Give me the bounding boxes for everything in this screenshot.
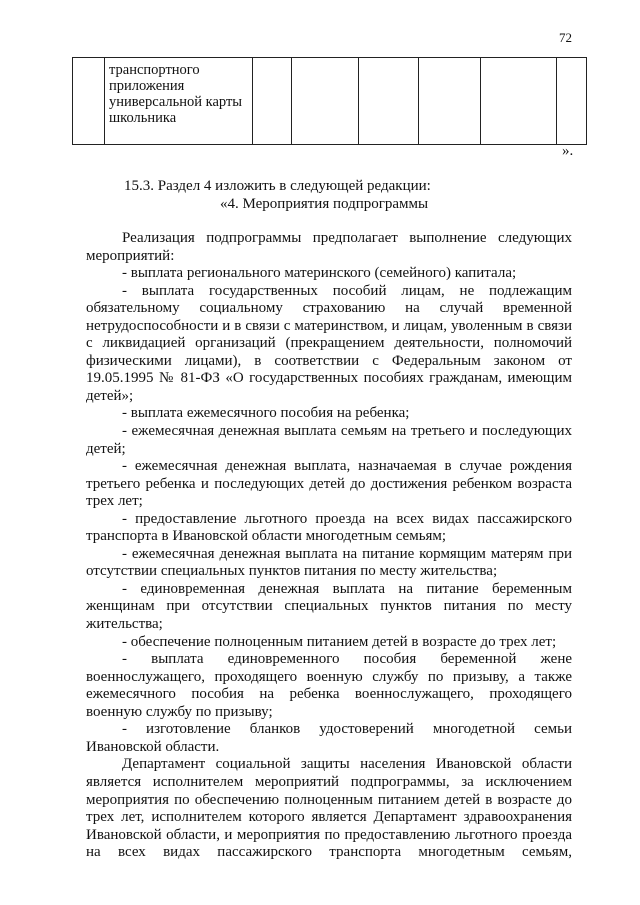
closing-quote: ». xyxy=(562,143,574,159)
list-item: - ежемесячная денежная выплата, назначаемая в случае рождения третьего ребенка и последующих детей до достижения ребенком возраста трех лет; xyxy=(86,458,572,510)
table-cell xyxy=(359,58,419,145)
list-item: - ежемесячная денежная выплата на питание кормящим матерям при отсутствии специальных пунктов питания по месту жительства; xyxy=(86,545,572,580)
section-intro: 15.3. Раздел 4 изложить в следующей редакции: xyxy=(124,178,431,194)
cell-line: универсальной карты xyxy=(109,94,243,110)
cell-line: приложения xyxy=(109,78,185,94)
cell-line: транспортного xyxy=(109,62,200,78)
table-cell xyxy=(481,58,557,145)
table-cell xyxy=(292,58,359,145)
list-item: - выплата регионального материнского (семейного) капитала; xyxy=(122,265,517,282)
continuation-table xyxy=(72,57,587,145)
list-item: - предоставление льготного проезда на всех видах пассажирского транспорта в Ивановской области многодетным семьям; xyxy=(86,510,572,545)
paragraph: Департамент социальной защиты населения Ивановской области является исполнителем мероприятий подпрограммы, за исключением мероприятия по обеспечению полноценным питанием детей в возрасте до трех лет, исполнителем которого является Департамент здравоохранения Ивановской области, и мероприятия по предоставлению льготного проезда на всех видах пассажирского транспорта многодетным семьям, xyxy=(86,756,572,861)
list-item: - выплата единовременного пособия беременной жене военнослужащего, проходящего военную службу по призыву, а также ежемесячного пособия на ребенка военнослужащего, проходящего военную службу по призыву; xyxy=(86,651,572,720)
list-item: - выплата ежемесячного пособия на ребенка; xyxy=(122,405,410,422)
table-row xyxy=(73,58,587,145)
table-cell xyxy=(419,58,481,145)
list-item: - обеспечение полноценным питанием детей в возрасте до трех лет; xyxy=(122,633,557,650)
table-cell xyxy=(73,58,105,145)
list-item: - выплата государственных пособий лицам, не подлежащим обязательному социальному страхованию на случай временной нетрудоспособности и в связи с материнством, и лицам, уволенным в связи с ликвидацией организаций (прекращением деятельности, полномочий физическими лицами), в соответствии с Федеральным законом от 19.05.1995 № 81-ФЗ «О государственных пособиях гражданам, имеющим детей»; xyxy=(86,282,572,404)
list-item: - единовременная денежная выплата на питание беременным женщинам при отсутствии специальных пунктов питания по месту жительства; xyxy=(86,580,572,633)
table-cell xyxy=(253,58,292,145)
table-cell-description xyxy=(105,58,253,145)
table-cell xyxy=(557,58,587,145)
body-text xyxy=(86,230,572,862)
page-number: 72 xyxy=(559,30,572,45)
list-item: - изготовление бланков удостоверений многодетной семьи Ивановской области. xyxy=(86,721,572,755)
cell-line: школьника xyxy=(109,110,177,126)
list-item: - ежемесячная денежная выплата семьям на третьего и последующих детей; xyxy=(86,423,572,457)
paragraph: Реализация подпрограммы предполагает выполнение следующих мероприятий: xyxy=(86,230,572,264)
section-heading: «4. Мероприятия подпрограммы xyxy=(220,196,429,212)
